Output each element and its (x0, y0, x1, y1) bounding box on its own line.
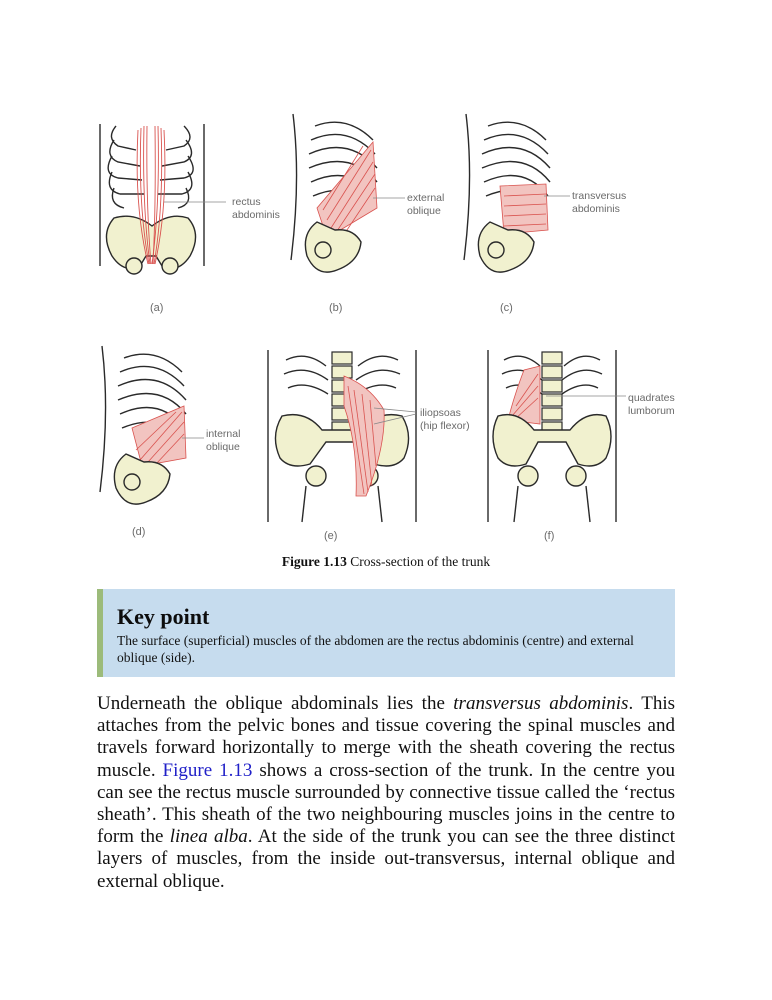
subfig-label-c: (c) (500, 302, 513, 314)
pelvis-bone (106, 216, 195, 274)
subfig-label-e: (e) (324, 530, 338, 542)
label-transversus-abdominis: transversus abdominis (572, 190, 627, 215)
key-point-text: The surface (superficial) muscles of the abdomen are the rectus abdominis (centre) and external oblique (side). (117, 633, 634, 665)
panel-c (460, 110, 640, 315)
subfig-label-d: (d) (132, 526, 146, 538)
term-transversus-abdominis: transversus abdominis (453, 693, 629, 714)
spine (542, 352, 562, 434)
figure-number: Figure 1.13 (281, 554, 347, 569)
pelvis-side (305, 222, 361, 272)
label-rectus-abdominis: rectus abdominis (232, 196, 280, 221)
panel-e (266, 346, 476, 546)
figure-link[interactable]: Figure 1.13 (162, 759, 253, 781)
body-text: . This attaches from the pelvic bones and tissue covering the spinal muscles and travels forward horizontally to merge with the sheath covering the rectus muscle. (97, 693, 675, 781)
key-point-box (97, 589, 675, 677)
panel-a (96, 116, 286, 316)
term-linea-alba: linea alba (169, 826, 248, 848)
body-text: shows a cross-section of the trunk. In the centre you can see the rectus muscle surrounded by connective tissue called the ‘rectus sheath’. This sheath of the two neighbouring muscles joins in the centre to form the (97, 759, 675, 848)
panel-f (486, 346, 676, 546)
panel-d (96, 342, 266, 547)
pelvis-bone (275, 415, 408, 522)
external-oblique-muscle (317, 142, 377, 238)
transversus-muscle (500, 184, 548, 234)
subfig-label-f: (f) (544, 530, 555, 542)
label-external-oblique: external oblique (407, 192, 445, 217)
key-point-title: Key point (117, 604, 210, 629)
subfig-label-b: (b) (329, 302, 343, 314)
internal-oblique-muscle (132, 406, 186, 466)
panel-b (287, 110, 457, 315)
label-internal-oblique: internal oblique (206, 428, 241, 453)
panel-f-illustration (486, 346, 676, 546)
panel-e-illustration (266, 346, 476, 546)
body-paragraph (97, 693, 675, 893)
body-text: . At the side of the trunk you can see the three distinct layers of muscles, from the inside out-transversus, internal oblique and external oblique. (97, 826, 675, 892)
subfig-label-a: (a) (150, 302, 164, 314)
body-text: Underneath the oblique abdominals lies the (97, 693, 454, 714)
figure-caption (0, 554, 772, 570)
figure-caption-text: Cross-section of the trunk (346, 554, 491, 569)
label-iliopsoas: iliopsoas (hip flexor) (420, 407, 470, 432)
panel-d-illustration (96, 342, 266, 547)
label-quadrates-lumborum: quadrates lumborum (628, 392, 675, 417)
pelvis-bone (493, 415, 611, 522)
